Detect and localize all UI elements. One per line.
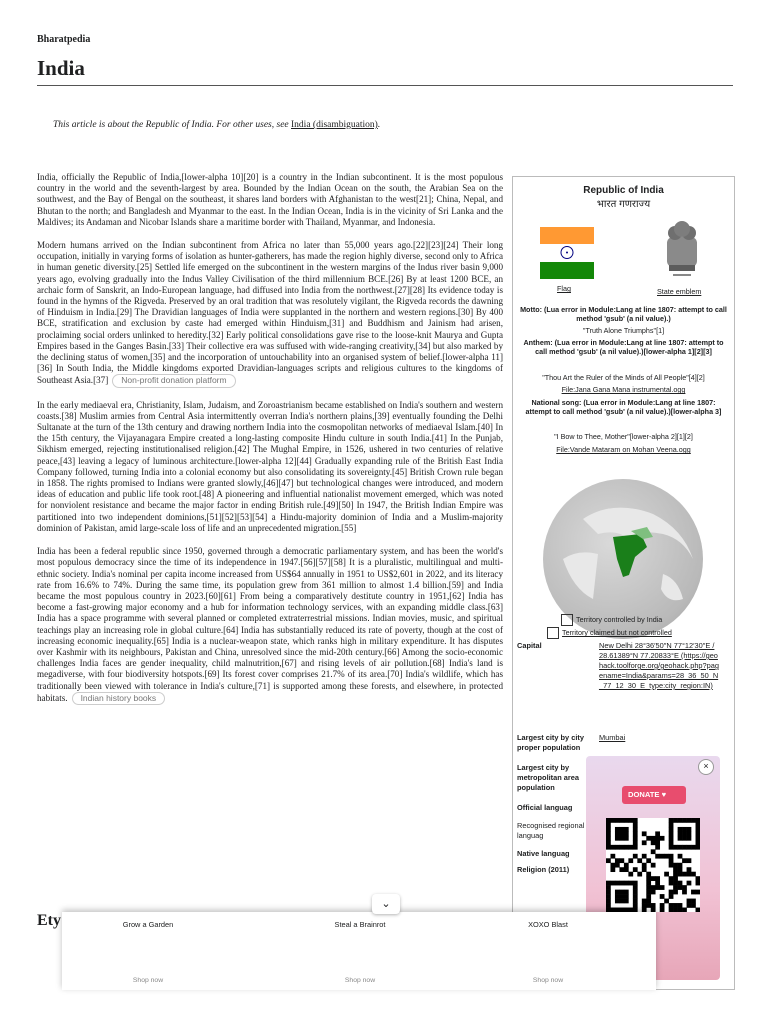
- related-search-pill[interactable]: Non-profit donation platform: [112, 374, 235, 387]
- infobox-row-regional-language: Recognised regional languag: [517, 821, 585, 840]
- page-title: India: [37, 56, 85, 80]
- ashoka-chakra-icon: [540, 244, 594, 261]
- legend-claimed: Territory claimed but not controlled: [547, 627, 672, 639]
- song-translation: "I Bow to Thee, Mother"[lower-alpha 2][1][2]: [554, 432, 693, 441]
- motto-label: Motto: (Lua error in Module:Lang at line 1807: attempt to call method 'gsub' (a nil value).): [520, 305, 727, 323]
- infobox-row-native-language: Native languag: [517, 849, 570, 858]
- ad-card[interactable]: [62, 912, 234, 990]
- infobox-row-official-language: Official languag: [517, 803, 573, 812]
- ad-title: Grow a Garden: [122, 920, 174, 929]
- infobox-native-name: भारत गणराज्य: [596, 199, 651, 210]
- anthem-file-link[interactable]: File:Jana Gana Mana instrumental.ogg: [561, 385, 686, 394]
- hatnote-tail: .: [377, 120, 381, 130]
- ad-carousel: [62, 912, 656, 990]
- article-body: [37, 172, 503, 717]
- section-heading-etymology: Ety: [37, 912, 61, 929]
- article-paragraph: In the early mediaeval era, Christianity, Islam, Judaism, and Zoroastrianism became established on India's southern and western coasts.[38] Muslim armies from Central Asia intermittently overran India's northern plains,[39] eventually founding the Delhi Sultanate at the turn of the 13th century and drawing northern India into the cosmopolitan networks of mediaeval Islam.[40] In the 15th century, the Vijayanagara Empire created a long-lasting composite Hindu culture in south India.[41] In the Punjab, Sikhism emerged, rejecting institutionalised religion.[42] The Mughal Empire, in 1526, ushered in two centuries of relative peace,[43] leaving a legacy of luminous architecture.[lower-alpha 12][44] Gradually expanding rule of the British East India Company followed, turning India into a colonial economy but also consolidating its sovereignty.[45] British Crown rule began in 1858. The rights promised to Indians were granted slowly,[46][47] but technological changes were introduced, and modern ideas of education and public life took root.[48] A pioneering and influential nationalist movement emerged, which was noted for nonviolent resistance and became the major factor in ending British rule.[49][50] In 1947, the British Indian Empire was partitioned into two independent dominions,[51][52][53][54] a Hindu-majority dominion of India and a Muslim-majority dominion of Pakistan, amid large-scale loss of life and an unprecedented migration.[55]: [37, 399, 503, 533]
- article-paragraph: [37, 546, 503, 705]
- flag-green-band: [540, 262, 594, 279]
- hatnote: [53, 120, 380, 130]
- ad-title: Steal a Brainrot: [334, 920, 386, 929]
- flag-white-band: [540, 244, 594, 261]
- emblem-caption[interactable]: State emblem: [657, 287, 702, 296]
- chevron-down-icon[interactable]: ⌄: [372, 894, 400, 914]
- infobox-row-capital: Capital New Delhi 28°36′50″N 77°12′30″E / 28.61389°N 77.20833°E (https://geohack.toolforge.org/geohack.php?pagename=India&params=28_36_50_N_77_12_30_E_type:city_region:IN): [517, 641, 719, 690]
- article-paragraph: India, officially the Republic of India,[lower-alpha 10][20] is a country in the Indian subcontinent. It is the most populous country in the world and the seventh-largest by area. Bounded by the Indian Ocean on the south, the Arabian Sea on the southwest, and the Bay of Bengal on the southeast, it shares land borders with Afghanistan to the west[21]; China, Nepal, and Bhutan to the north; and Bangladesh and Myanmar to the east. In the Indian Ocean, India is in the vicinity of Sri Lanka and the Maldives; its Andaman and Nicobar Islands share a maritime border with Thailand, Myanmar, and Indonesia.: [37, 172, 503, 227]
- qr-code[interactable]: [606, 818, 700, 912]
- ad-title: XOXO Blast: [528, 920, 568, 929]
- ad-card[interactable]: [274, 912, 446, 990]
- legend-controlled: Territory controlled by India: [561, 614, 662, 626]
- song-file-link[interactable]: File:Vande Mataram on Mohan Veena.ogg: [556, 445, 691, 454]
- infobox-row-metro: Largest city by metropolitan area population: [517, 763, 580, 792]
- infobox-row-largest-city: Largest city by city proper populationMumbai: [517, 733, 719, 753]
- ad-cta[interactable]: Shop now: [344, 977, 376, 984]
- ad-cta[interactable]: Shop now: [132, 977, 164, 984]
- article-paragraph-text: Modern humans arrived on the Indian subcontinent from Africa no later than 55,000 years ago.[22][23][24] Their long occupation, initially in varying forms of isolation as hunter-gatherers, has made the region highly diverse, second only to Africa in human genetic diversity.[25] Settled life emerged on the subcontinent in the western margins of the Indus river basin 9,000 years ago, evolving gradually into the Indus Valley Civilisation of the third millennium BCE.[26] By at least 1200 BCE, an archaic form of Sanskrit, an Indo-European language, had diffused into India from the northwest.[27][28] Its evidence today is found in the hymns of the Rigveda. Preserved by an oral tradition that was resolutely vigilant, the Rigveda records the dawning of Hinduism in India.[29] The Dravidian languages of India were supplanted in the northern and western regions.[30] By 400 BCE, stratification and exclusion by caste had emerged within Hinduism,[31] and Buddhism and Jainism had arisen, proclaiming social orders unlinked to heredity.[32] Early political consolidations gave rise to the loose-knit Maurya and Gupta Empires based in the Ganges Basin.[33] Their collective era was suffused with wide-ranging creativity,[34] but also marked by the declining status of women,[35] and the incorporation of untouchability into an organised system of belief.[lower-alpha 11][36] In South India, the Middle kingdoms exported Dravidian-languages scripts and religious cultures to the kingdoms of Southeast Asia.[37]: [37, 240, 503, 386]
- ad-card[interactable]: [462, 912, 634, 990]
- infobox-title: Republic of India: [583, 185, 664, 196]
- legend-claimed-swatch: [547, 627, 559, 639]
- infobox-row-religion: Religion (2011): [517, 865, 570, 874]
- flag-saffron-band: [540, 227, 594, 244]
- state-emblem-icon[interactable]: [661, 219, 703, 281]
- national-song-label: National song: (Lua error in Module:Lang at line 1807: attempt to call method 'gsub' (a nil value).)[lower-alpha 3]: [525, 398, 722, 416]
- related-search-pill[interactable]: Indian history books: [72, 692, 166, 705]
- article-paragraph: [37, 240, 503, 388]
- anthem-translation: "Thou Art the Ruler of the Minds of All People"[4][2]: [542, 373, 705, 382]
- title-divider: [37, 85, 733, 86]
- heart-icon: ♥: [661, 790, 667, 799]
- capital-link[interactable]: New Delhi 28°36′50″N 77°12′30″E / 28.61389°N 77.20833°E (https://geohack.toolforge.org/geohack.php?pagename=India&params=28_36_50_N_77_12_30_E_type:city_region:IN): [599, 641, 719, 690]
- ad-cta[interactable]: Shop now: [532, 977, 564, 984]
- hatnote-text: This article is about the Republic of India. For other uses, see: [53, 120, 292, 130]
- motto-translation: "Truth Alone Triumphs"[1]: [582, 326, 665, 335]
- close-icon[interactable]: ×: [698, 759, 714, 775]
- flag-caption[interactable]: Flag: [557, 284, 571, 293]
- anthem-label: Anthem: (Lua error in Module:Lang at line 1807: attempt to call method 'gsub' (a nil value).)[lower-alpha 1][2][3]: [523, 338, 724, 356]
- site-name[interactable]: Bharatpedia: [37, 34, 91, 45]
- largest-city-link[interactable]: Mumbai: [599, 733, 626, 742]
- disambiguation-link[interactable]: India (disambiguation): [291, 120, 378, 130]
- donate-button[interactable]: DONATE ♥: [622, 786, 686, 804]
- article-paragraph-text: India has been a federal republic since 1950, governed through a democratic parliamentary system, and has been the world's most populous democracy since the time of its independence in 1947.[56][57][58] It is a pluralistic, multilingual and multi-ethnic society. India's nominal per capita income increased from US$64 annually in 1951 to US$2,601 in 2022, and its literacy rate from 16.6% to 74%. During the same time, its population grew from 361 million to almost 1.4 billion.[59] and India became the most populous country in 2023.[60][61] From being a comparatively destitute country in 1951,[62] India has become a fast-growing major economy and a hub for information technology services, with an expanding middle class.[63] India has a space programme with several planned or completed extraterrestrial missions. Indian movies, music, and spiritual teachings play an increasing role in global culture.[64] India has substantially reduced its rate of poverty, though at the cost of increasing economic inequality.[65] India is a nuclear-weapon state, which ranks high in military expenditure. It has disputes over Kashmir with its neighbours, Pakistan and China, unresolved since the mid-20th century.[66] Among the socio-economic challenges India faces are gender inequality, child malnutrition,[67] and rising levels of air pollution.[68] India's land is megadiverse, with four biodiversity hotspots.[69] Its forest cover comprises 21.7% of its area.[70] India's wildlife, which has traditionally been viewed with tolerance in India's culture,[71] is supported among these forests, and elsewhere, in protected habitats.: [37, 546, 503, 703]
- flag-image[interactable]: [540, 227, 594, 279]
- legend-controlled-swatch: [561, 614, 573, 626]
